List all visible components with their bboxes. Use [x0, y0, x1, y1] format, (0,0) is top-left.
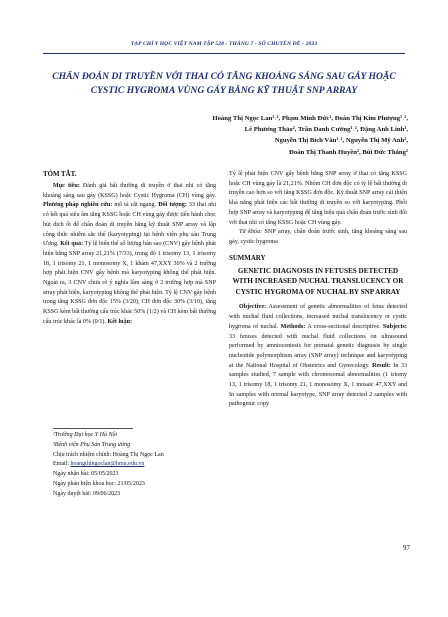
en-result-text: In 33 samples studied, 7 sample with chromosomal abnormalities (1 triomy 13, 1 trisomy 18, 1 trisomy 21, 1 monosomy X, 1 mosaic 47,XXY and In samples with normal karyotype, SNP array detected 2 samples with pathogenic copy: [229, 362, 407, 408]
results-label: Kết quả:: [60, 241, 84, 248]
keywords: [229, 228, 407, 247]
summary-heading: SUMMARY: [229, 254, 266, 262]
article-title-english: GENETIC DIAGNOSIS IN FETUSES DETECTED WITH INCREASED NUCHAL TRANSLUCENCY OR CYSTIC HYGROMA OF NUCHAL BY SNP ARRAY: [232, 266, 404, 296]
date-reviewed: Ngày phản biện khoa học: 21/05/2023: [53, 480, 145, 487]
page-number: 97: [403, 544, 410, 552]
summary-body: [229, 303, 407, 410]
author-line: Hoàng Thị Ngọc Lan¹˒², Phạm Minh Đức¹, Đoàn Thị Kim Phượng¹˒²,: [212, 115, 408, 122]
en-subjects-label: Subjects:: [382, 323, 407, 330]
author-line: Nguyễn Thị Bích Vân¹˒², Nguyễn Thị Mỹ Anh²,: [274, 137, 408, 145]
objective-text: Đánh giá bất thường di truyền ở thai nhi có tăng khoảng sáng sau gáy (KSSG) hoặc Cystic Hygroma (CH) vùng gáy.: [43, 183, 217, 199]
keywords-text: SNP array, chẩn đoán trước sinh, tăng khoảng sáng sau gáy, cystic hygroma: [229, 229, 407, 245]
abstract-vn-body: [43, 182, 216, 328]
en-methods-text: A cross-sectional descriptive.: [305, 323, 381, 330]
affiliation-2: ²Bệnh viện Phụ Sản Trung ương: [53, 441, 131, 448]
subjects-text: 33 thai nhi có kết quả siêu âm tăng KSSG hoặc CH vùng gáy được tiến hành chọc hút dịch ối để chẩn đoán di truyền bằng kỹ thuật SNP array và lập công thức nhiễm sắc thể (karyotyping) tại bệnh viện phụ sản Trung Ương.: [43, 202, 217, 248]
abstract-vn-heading: TÓM TẮT.: [43, 171, 77, 178]
results-text: Tỷ lệ biến thể số lượng bản sao (CNV) gây bệnh phát hiện bằng SNP array 21,21% (7/33), trong đó 1 trisomy 13, 1 trisomy 18, 1 trisomy 21, 1 monosomy X, 1 khảm 47,XXY 30% và 2 trường hợp phát hiện CNV gây bệnh mà karyotyping không thể phát hiện. Ngoài ra, 3 CNV chưa rõ ý nghĩa lâm sàng ở 2 trường hợp mà SNP array phát hiện, karyotyping không thể phát hiện. Tỷ lệ CNV gây bệnh trong tăng KSSG đơn độc 15% (3/20), CH đơn độc 30% (3/10), tăng KSSG kèm bất thường cấu trúc khác 50% (1/2) và CH kèm bất thường cấu trúc khác là 0% (0/1).: [43, 241, 216, 325]
en-methods-label: Methods:: [280, 323, 306, 330]
footnote-divider: [53, 428, 133, 429]
date-received: Ngày nhận bài: 05/05/2023: [53, 471, 119, 478]
en-result-label: Result:: [372, 362, 391, 369]
subjects-label: Đối tượng:: [158, 202, 187, 209]
article-title-vietnamese: CHẨN ĐOÁN DI TRUYỀN VỚI THAI CÓ TĂNG KHOẢNG SÁNG SAU GÁY HOẶC CYSTIC HYGROMA VÙNG GÁY BẰNG KỸ THUẬT SNP ARRAY: [52, 71, 396, 96]
email-link[interactable]: hoangthingoclan@hmu.edu.vn: [70, 461, 145, 468]
author-line: Lê Phương Thảo², Trần Danh Cường¹˒², Đặng Anh Linh²,: [244, 126, 408, 134]
methods-label: Phương pháp nghiên cứu:: [43, 202, 113, 209]
methods-text: mô tả cắt ngang.: [112, 202, 157, 209]
email-label: Email:: [53, 461, 71, 468]
author-line: Đoàn Thị Thanh Huyền², Bùi Đức Thắng²: [289, 148, 408, 156]
header-divider: [43, 53, 405, 54]
keywords-label: Từ khóa:: [239, 229, 263, 236]
conclusion-label: Kết luận:: [107, 318, 133, 325]
footnotes: [53, 431, 218, 500]
corresponding-author: Chịu trách nhiệm chính: Hoàng Thị Ngọc Lan: [53, 451, 164, 458]
date-accepted: Ngày duyệt bài: 09/06/2023: [53, 490, 121, 497]
objective-label: Mục tiêu:: [53, 183, 80, 189]
en-objective-label: Objective:: [239, 304, 267, 311]
affiliation-1: ¹Trường Đại học Y Hà Nội: [53, 432, 118, 438]
author-list: [150, 113, 408, 158]
email-line: [53, 460, 218, 470]
conclusion-text: Tỷ lệ phát hiện CNV gây bệnh bằng SNP array ở thai có tăng KSSG hoặc CH vùng gáy là 21,21%. Nhóm CH đơn độc có tỷ lệ bất thường di truyền cao hơn so với tăng KSSG đơn độc. Kỹ thuật SNP array cải thiện khả năng phát hiện các bất thường di truyền so với karyotyping. Phối hợp SNP array và karyotyping để tăng hiệu quả chẩn đoán trước sinh đối với thai nhi có tăng KSSG hoặc CH vùng gáy.: [229, 171, 407, 226]
en-subjects-text: 33 fetuses detected with nuchal fluid collections on ultrasound performed by amniocentesis for prenatal genetic diagnosis by single nucleotide polymorphism array (SNP array) technique and karyotyping at the National Hospital of Obstetrics and Gynecology.: [229, 333, 407, 369]
abstract-continued-and-summary: [229, 170, 407, 410]
journal-running-header: TẠP CHÍ Y HỌC VIỆT NAM TẬP 528 - THÁNG 7 - SỐ CHUYÊN ĐỀ - 2023: [130, 41, 318, 47]
abstract-vietnamese: [43, 170, 216, 328]
en-objective-text: Assessment of genetic abnormalities of fetus detected with nuchal fluid collections, increased nuchal translucency or cystic hygroma of nuchal.: [229, 304, 407, 330]
